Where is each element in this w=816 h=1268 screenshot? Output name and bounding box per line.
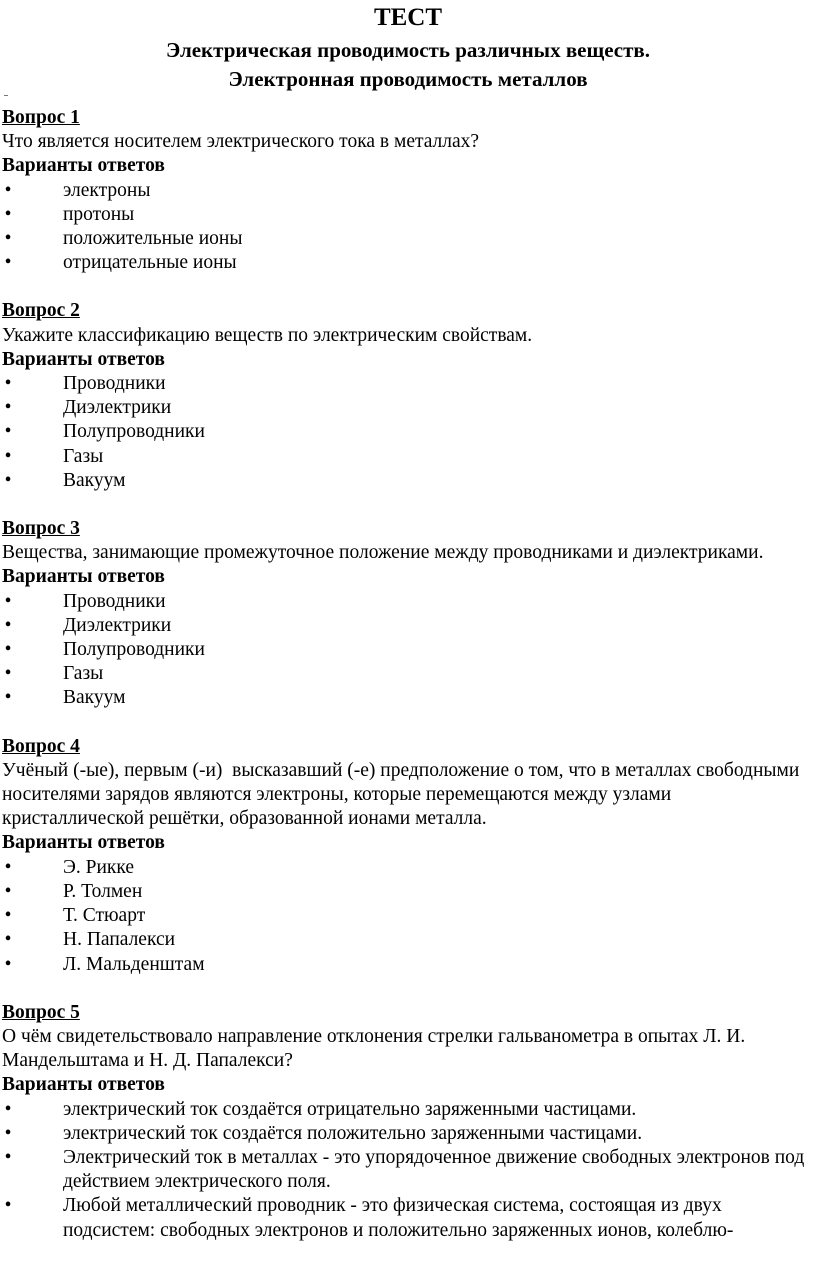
answer-text: Проводники bbox=[63, 590, 166, 612]
answers-label: Варианты ответов bbox=[2, 348, 165, 370]
answer-option bbox=[2, 179, 814, 203]
answer-option bbox=[2, 1146, 814, 1194]
answer-text: Р. Толмен bbox=[63, 880, 143, 902]
answer-list bbox=[2, 179, 814, 276]
answer-text: Диэлектрики bbox=[63, 397, 172, 419]
answer-option bbox=[2, 904, 814, 928]
answer-text: протоны bbox=[63, 203, 135, 225]
question-heading: Вопрос 4 bbox=[2, 735, 80, 757]
question-heading: Вопрос 3 bbox=[2, 518, 80, 540]
answer-option bbox=[2, 880, 814, 904]
bullet-icon: • bbox=[4, 905, 12, 927]
question-3 bbox=[2, 517, 814, 711]
answer-list bbox=[2, 856, 814, 977]
bullet-icon: • bbox=[4, 639, 12, 661]
answer-text: Проводники bbox=[63, 373, 166, 395]
answer-text: Л. Мальденштам bbox=[63, 953, 205, 975]
answers-label: Варианты ответов bbox=[2, 832, 165, 854]
answer-text: Э. Рикке bbox=[63, 856, 135, 878]
answer-option bbox=[2, 662, 814, 686]
answer-option bbox=[2, 1122, 814, 1146]
bullet-icon: • bbox=[4, 252, 12, 274]
bullet-icon: • bbox=[4, 687, 12, 709]
answer-list bbox=[2, 372, 814, 493]
bullet-icon: • bbox=[4, 445, 12, 467]
answer-text: Диэлектрики bbox=[63, 614, 172, 636]
answer-option bbox=[2, 953, 814, 977]
question-heading: Вопрос 2 bbox=[2, 300, 80, 322]
answer-list bbox=[2, 590, 814, 711]
question-text: Укажите классификацию веществ по электрическим свойствам. bbox=[2, 324, 533, 346]
answer-text: электроны bbox=[63, 179, 151, 201]
answer-option bbox=[2, 614, 814, 638]
document-subtitle-line-1: Электрическая проводимость различных веществ. bbox=[165, 38, 651, 62]
answers-label: Варианты ответов bbox=[2, 155, 165, 177]
bullet-icon: • bbox=[4, 590, 12, 612]
question-text: Вещества, занимающие промежуточное положение между проводниками и диэлектриками. bbox=[2, 542, 764, 564]
question-text: Что является носителем электрического тока в металлах? bbox=[2, 131, 480, 153]
answer-text: электрический ток создаётся положительно заряженными частицами. bbox=[63, 1122, 643, 1144]
answer-option bbox=[2, 928, 814, 952]
bullet-icon: • bbox=[4, 179, 12, 201]
answer-text: Газы bbox=[63, 663, 104, 685]
answer-option bbox=[2, 251, 814, 275]
answers-label: Варианты ответов bbox=[2, 1074, 165, 1096]
bullet-icon: • bbox=[4, 929, 12, 951]
answer-option bbox=[2, 1194, 814, 1242]
answer-option bbox=[2, 469, 814, 493]
answer-option bbox=[2, 686, 814, 710]
answer-option bbox=[2, 856, 814, 880]
margin-mark bbox=[2, 94, 814, 106]
bullet-icon: • bbox=[4, 856, 12, 878]
bullet-icon: • bbox=[4, 421, 12, 443]
bullet-icon: • bbox=[4, 1122, 12, 1144]
answer-text: Вакуум bbox=[63, 687, 126, 709]
bullet-icon: • bbox=[4, 880, 12, 902]
question-5 bbox=[2, 1001, 814, 1243]
question-text: О чём свидетельствовало направление отклонения стрелки гальванометра в опытах Л. И. Мандельштама и Н. Д. Папалекси? bbox=[2, 1025, 746, 1072]
document-title: ТЕСТ bbox=[373, 4, 443, 31]
answer-text: Любой металлический проводник - это физическая система, состоящая из двух подсистем: свободных электронов и положительно заряженных ионов, колеблю- bbox=[63, 1195, 734, 1241]
question-heading: Вопрос 1 bbox=[2, 107, 80, 128]
bullet-icon: • bbox=[4, 203, 12, 225]
answer-text: Полупроводники bbox=[63, 421, 205, 443]
answer-text: отрицательные ионы bbox=[63, 252, 237, 274]
document-page bbox=[0, 2, 816, 1268]
answer-text: положительные ионы bbox=[63, 228, 243, 250]
answer-text: электрический ток создаётся отрицательно заряженными частицами. bbox=[63, 1098, 637, 1120]
answer-option bbox=[2, 590, 814, 614]
bullet-icon: • bbox=[4, 953, 12, 975]
bullet-icon: • bbox=[4, 228, 12, 250]
answer-option bbox=[2, 227, 814, 251]
answers-label: Варианты ответов bbox=[2, 566, 165, 588]
answer-text: Электрический ток в металлах - это упорядоченное движение свободных электронов под действием электрического поля. bbox=[63, 1146, 805, 1193]
answer-text: Газы bbox=[63, 445, 104, 467]
question-4 bbox=[2, 735, 814, 977]
bullet-icon: • bbox=[4, 373, 12, 395]
bullet-icon: • bbox=[4, 397, 12, 419]
answer-option bbox=[2, 203, 814, 227]
answer-option bbox=[2, 396, 814, 420]
question-text: Учёный (-ые), первым (-и) высказавший (-е) предположение о том, что в металлах свободными носителями зарядов являются электроны, которые перемещаются между узлами кристаллической решётки, образованной ионами металла. bbox=[2, 759, 805, 830]
answer-text: Полупроводники bbox=[63, 639, 205, 661]
answer-option bbox=[2, 1098, 814, 1122]
answer-option bbox=[2, 445, 814, 469]
bullet-icon: • bbox=[4, 1195, 12, 1217]
bullet-icon: • bbox=[4, 1146, 12, 1168]
bullet-icon: • bbox=[4, 663, 12, 685]
answer-option bbox=[2, 420, 814, 444]
question-2 bbox=[2, 299, 814, 493]
question-1 bbox=[2, 106, 814, 275]
bullet-icon: • bbox=[4, 1098, 12, 1120]
bullet-icon: • bbox=[4, 469, 12, 491]
answer-text: Н. Папалекси bbox=[63, 929, 176, 951]
answer-option bbox=[2, 638, 814, 662]
answer-list bbox=[2, 1098, 814, 1243]
answer-text: Т. Стюарт bbox=[63, 905, 146, 927]
document-subtitle-line-2: Электронная проводимость металлов bbox=[228, 67, 588, 91]
bullet-icon: • bbox=[4, 614, 12, 636]
question-heading: Вопрос 5 bbox=[2, 1001, 80, 1023]
answer-option bbox=[2, 372, 814, 396]
answer-text: Вакуум bbox=[63, 469, 126, 491]
